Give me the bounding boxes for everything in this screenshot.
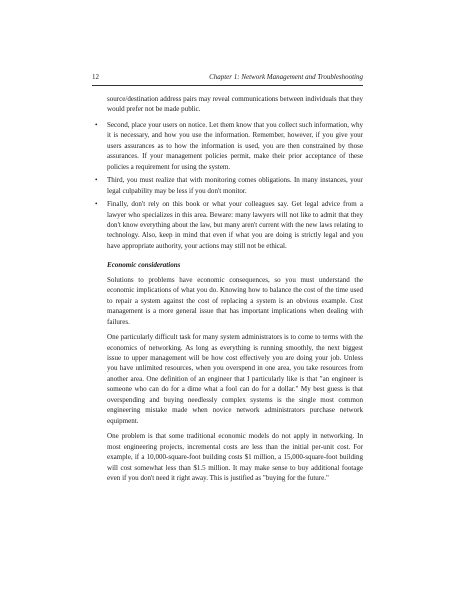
continuation-paragraph: source/destination address pairs may reveal communications between individuals that they would prefer not be made public. <box>107 95 363 114</box>
body-paragraph: One particularly difficult task for many system administrators is to come to terms with the economics of networking. As long as everything is running smoothly, the next biggest issue to upper management will be how cost effectively you are doing your job. Unless you have unlimited resources, when you overspend in one area, you take resources from another area. One definition of an engineer that I particularly like is that "an engineer is someone who can do for a dime what a fool can do for a dollar." My best guess is that overspending and buying needlessly complex systems is the single most common engineering mistake made when novice network administrators purchase network equipment. <box>107 333 363 425</box>
section-heading: Economic considerations <box>107 261 181 270</box>
bullet-icon: • <box>95 120 98 129</box>
bullet-text: Second, place your users on notice. Let them know that you collect such information, why it is necessary, and how you use the information. Remember, however, if you give your users assurances as to how the information is used, you are then constrained by those assurances. If your management policies permit, make their prior acceptance of these policies a requirement for using the system. <box>107 120 363 171</box>
bullet-icon: • <box>95 200 98 209</box>
page-body <box>95 94 363 488</box>
bullet-list <box>95 120 363 251</box>
bullet-item <box>95 175 363 196</box>
running-header <box>92 73 363 86</box>
body-paragraph: One problem is that some traditional economic models do not apply in networking. In most engineering projects, incremental costs are less than the initial per-unit cost. For example, if a 10,000-square-foot building costs $1 million, a 15,000-square-foot building will cost somewhat less than $1.5 million. It may make sense to buy additional footage even if you don't need it right away. This is justified as "buying for the future." <box>107 432 363 482</box>
bullet-text: Finally, don't rely on this book or what your colleagues say. Get legal advice from a lawyer who specializes in this area. Beware: many lawyers will not like to admit that they don't know everything about the law, but many aren't current with the new laws relating to technology. Also, keep in mind that even if what you are doing is strictly legal and you have appropriate authority, your actions may still not be ethical. <box>107 200 363 250</box>
bullet-icon: • <box>95 176 98 185</box>
chapter-title: Chapter 1: Network Management and Troubleshooting <box>209 73 363 81</box>
bullet-item <box>95 120 363 172</box>
bullet-item <box>95 199 363 251</box>
bullet-text: Third, you must realize that with monitoring comes obligations. In many instances, your legal culpability may be less if you don't monitor. <box>107 176 363 195</box>
body-paragraph: Solutions to problems have economic consequences, so you must understand the economic implications of what you do. Knowing how to balance the cost of the time used to repair a system against the cost of replacing a system is an obvious example. Cost management is a more general issue that has important implications when dealing with failures. <box>107 275 363 326</box>
page-number: 12 <box>92 73 99 81</box>
